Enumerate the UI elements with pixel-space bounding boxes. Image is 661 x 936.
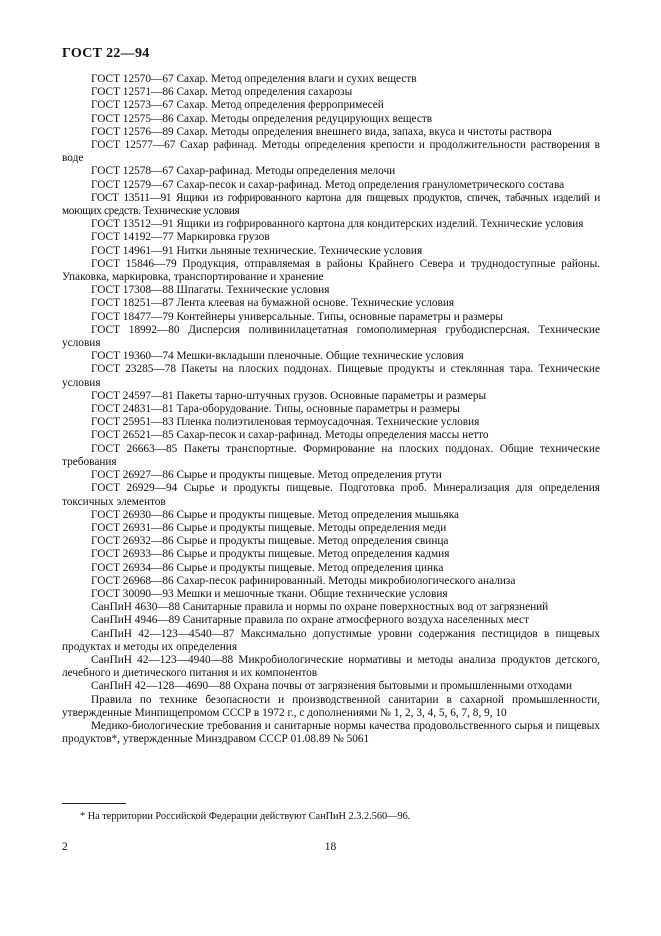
list-item: ГОСТ 12575—86 Сахар. Методы определения редуцирующих веществ [91, 112, 433, 125]
list-item: ГОСТ 14961—91 Нитки льняные технические. Технические условия [91, 244, 423, 257]
list-item: ГОСТ 26932—86 Сырье и продукты пищевые. Метод определения свинца [91, 535, 449, 548]
list-item: СанПиН 42—123—4940—88 Микробиологические нормативы и методы анализа продуктов детского, лечебного и диетического питания и их компонентов [62, 653, 600, 680]
list-item: ГОСТ 26968—86 Сахар-песок рафинированный. Методы микробиологического анализа [91, 574, 516, 587]
list-item: ГОСТ 12570—67 Сахар. Метод определения влаги и сухих веществ [91, 73, 417, 85]
document-header: ГОСТ 22—94 [62, 46, 150, 61]
list-item: ГОСТ 26927—86 Сырье и продукты пищевые. Метод определения ртути [91, 469, 442, 482]
list-item: ГОСТ 25951—83 Пленка полиэтиленовая термоусадочная. Технические условия [91, 416, 480, 429]
list-item: ГОСТ 12577—67 Сахар рафинад. Методы определения крепости и продолжительности растворения в воде [62, 139, 600, 165]
list-item: ГОСТ 19360—74 Мешки-вкладыши пленочные. Общие технические условия [91, 350, 464, 363]
list-item: ГОСТ 26933—86 Сырье и продукты пищевые. Метод определения кадмия [91, 548, 450, 561]
list-item: ГОСТ 13512—91 Ящики из гофрированного картона для кондитерских изделий. Технические условия [91, 218, 584, 231]
list-item: ГОСТ 14192—77 Маркировка грузов [91, 231, 270, 244]
list-item: ГОСТ 30090—93 Мешки и мешочные ткани. Общие технические условия [91, 587, 448, 600]
footnote: * На территории Российской Федерации действуют СанПиН 2.3.2.560—96. [80, 811, 411, 822]
list-item: СанПиН 4946—89 Санитарные правила по охране атмосферного воздуха населенных мест [91, 614, 530, 627]
list-item: ГОСТ 26931—86 Сырье и продукты пищевые. Методы определения меди [91, 521, 447, 534]
list-item: СанПиН 42—123—4540—87 Максимально допустимые уровни содержания пестицидов в пищевых продуктах и методы их определения [62, 627, 600, 653]
list-item: ГОСТ 24831—81 Тара-оборудование. Типы, основные параметры и размеры [91, 403, 461, 416]
list-item: ГОСТ 12579—67 Сахар-песок и сахар-рафинад. Метод определения гранулометрического состава [91, 178, 565, 191]
footnote-divider [62, 803, 126, 804]
list-item: ГОСТ 26929—94 Сырье и продукты пищевые. Подготовка проб. Минерализация для определения токсичных элементов [62, 482, 600, 508]
sheet-number: 18 [324, 841, 337, 853]
list-item: ГОСТ 18992—80 Дисперсия поливинилацетатная гомополимерная грубодисперсная. Технические условия [62, 323, 600, 350]
list-item: ГОСТ 17308—88 Шпагаты. Технические условия [91, 284, 330, 297]
list-item: ГОСТ 23285—78 Пакеты на плоских поддонах. Пищевые продукты и стеклянная тара. Технические условия [62, 363, 600, 389]
list-item: СанПиН 42—128—4690—88 Охрана почвы от загрязнения бытовыми и промышленными отходами [91, 680, 573, 693]
page-number: 2 [62, 841, 68, 853]
list-item: ГОСТ 15846—79 Продукция, отправляемая в районы Крайнего Севера и труднодоступные районы. Упаковка, маркировка, транспортирование и хранение [62, 257, 600, 284]
list-item: ГОСТ 18251—87 Лента клеевая на бумажной основе. Технические условия [91, 297, 455, 310]
list-item: ГОСТ 26934—86 Сырье и продукты пищевые. Метод определения цинка [91, 561, 444, 574]
list-item: ГОСТ 18477—79 Контейнеры универсальные. Типы, основные параметры и размеры [91, 310, 503, 323]
list-item: ГОСТ 12573—67 Сахар. Метод определения ферропримесей [91, 99, 384, 112]
list-item: ГОСТ 12576—89 Сахар. Методы определения внешнего вида, запаха, вкуса и чистоты раствора [91, 125, 552, 138]
list-item: ГОСТ 13511—91 Ящики из гофрированного картона для пищевых продуктов, спичек, табачных изделий и моющих средств. Технические условия [62, 191, 600, 218]
list-item: ГОСТ 24597—81 Пакеты тарно-штучных грузов. Основные параметры и размеры [91, 389, 487, 402]
list-item: Правила по технике безопасности и производственной санитарии в сахарной промышленности, утвержденные Минпищепромом СССР в 1972 г., с дополнениями № 1, 2, 3, 4, 5, 6, 7, 8, 9, 10 [62, 693, 600, 719]
list-item: ГОСТ 26521—85 Сахар-песок и сахар-рафинад. Методы определения массы нетто [91, 429, 489, 442]
list-item: СанПиН 4630—88 Санитарные правила и нормы по охране поверхностных вод от загрязнений [91, 601, 549, 614]
list-item: ГОСТ 26930—86 Сырье и продукты пищевые. Метод определения мышьяка [91, 508, 460, 521]
references-list [62, 73, 600, 746]
list-item: Медико-биологические требования и санитарные нормы качества продовольственного сырья и пищевых продуктов*, утвержденные Минздравом СССР 01.08.89 № 5061 [62, 719, 600, 746]
list-item: ГОСТ 12578—67 Сахар-рафинад. Методы определения мелочи [91, 165, 396, 178]
list-item: ГОСТ 26663—85 Пакеты транспортные. Формирование на плоских поддонах. Общие технические требования [62, 442, 600, 468]
list-item: ГОСТ 12571—86 Сахар. Метод определения сахарозы [91, 86, 353, 99]
